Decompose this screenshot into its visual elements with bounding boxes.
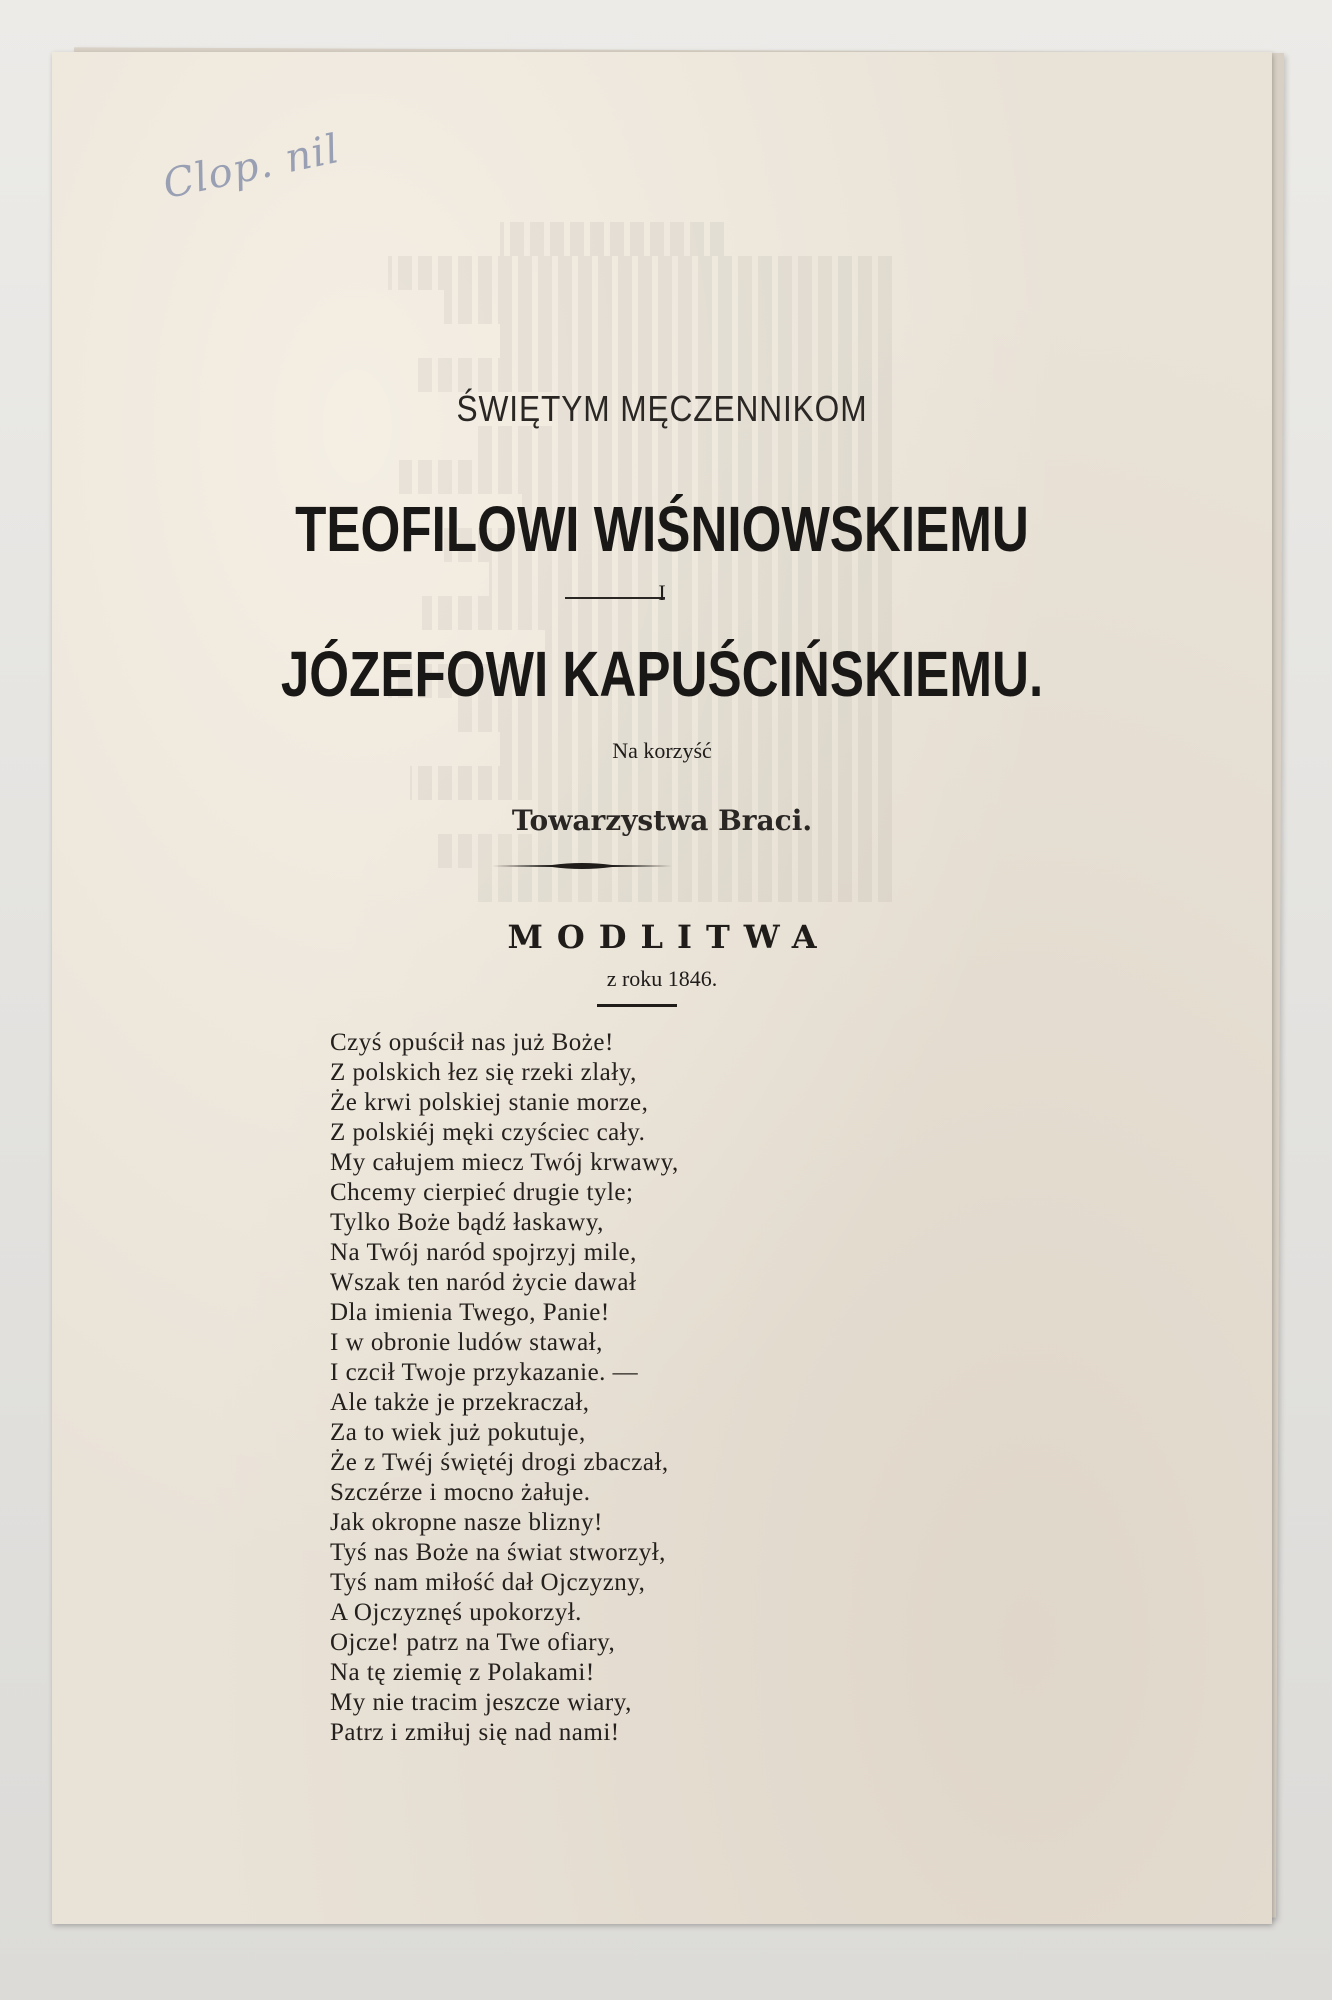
name-heading-1: TEOFILOWI WIŚNIOWSKIEMU <box>295 493 1029 565</box>
poem-line: Ojcze! patrz na Twe ofiary, <box>330 1629 616 1656</box>
poem-line: I czcił Twoje przykazanie. — <box>330 1359 639 1386</box>
poem-line: A Ojczyznęś upokorzył. <box>330 1599 582 1626</box>
poem-line: Z polskich łez się rzeki zlały, <box>330 1059 637 1086</box>
poem-body <box>330 1028 970 1748</box>
poem-line: Tyś nam miłość dał Ojczyzny, <box>330 1569 646 1596</box>
poem-line: My całujem miecz Twój krwawy, <box>330 1149 679 1176</box>
poem-line: Na tę ziemię z Polakami! <box>330 1659 595 1686</box>
poem-line: Czyś opuścił nas już Boże! <box>330 1029 614 1056</box>
poem-line: Że z Twéj świętéj drogi zbaczał, <box>330 1449 669 1476</box>
poem-line: My nie tracim jeszcze wiary, <box>330 1689 632 1716</box>
subtitle-bold: Towarzystwa Braci. <box>511 804 813 837</box>
year-rule <box>597 1004 677 1007</box>
poem-line: Chcemy cierpieć drugie tyle; <box>330 1179 634 1206</box>
poem-line: Tyś nas Boże na świat stworzył, <box>330 1539 666 1566</box>
poem-line: Za to wiek już pokutuje, <box>330 1419 586 1446</box>
poem-line: Patrz i zmiłuj się nad nami! <box>330 1719 620 1746</box>
poem-line: Z polskiéj męki czyściec cały. <box>330 1119 646 1146</box>
name-heading-2: JÓZEFOWI KAPUŚCIŃSKIEMU. <box>280 638 1044 710</box>
poem-line: I w obronie ludów stawał, <box>330 1329 603 1356</box>
poem-line: Jak okropne nasze blizny! <box>330 1509 603 1536</box>
poem-line: Dla imienia Twego, Panie! <box>330 1299 610 1326</box>
poem-line: Że krwi polskiej stanie morze, <box>330 1089 649 1116</box>
document-page <box>52 52 1272 1924</box>
pencil-annotation: Clop. nil <box>159 125 344 209</box>
poem-line: Szczérze i mocno żałuje. <box>330 1479 591 1506</box>
prayer-title: MODLITWA <box>507 918 831 956</box>
poem-line: Tylko Boże bądź łaskawy, <box>330 1209 604 1236</box>
conjunction: I <box>658 580 666 605</box>
ornament-divider <box>492 858 672 874</box>
subtitle-small: Na korzyść <box>612 738 712 763</box>
poem-line: Wszak ten naród życie dawał <box>330 1269 637 1296</box>
dedication-heading: ŚWIĘTYM MĘCZENNIKOM <box>456 388 868 429</box>
prayer-year: z roku 1846. <box>606 966 718 991</box>
poem-line: Ale także je przekraczał, <box>330 1389 590 1416</box>
poem-line: Na Twój naród spojrzyj mile, <box>330 1239 637 1266</box>
